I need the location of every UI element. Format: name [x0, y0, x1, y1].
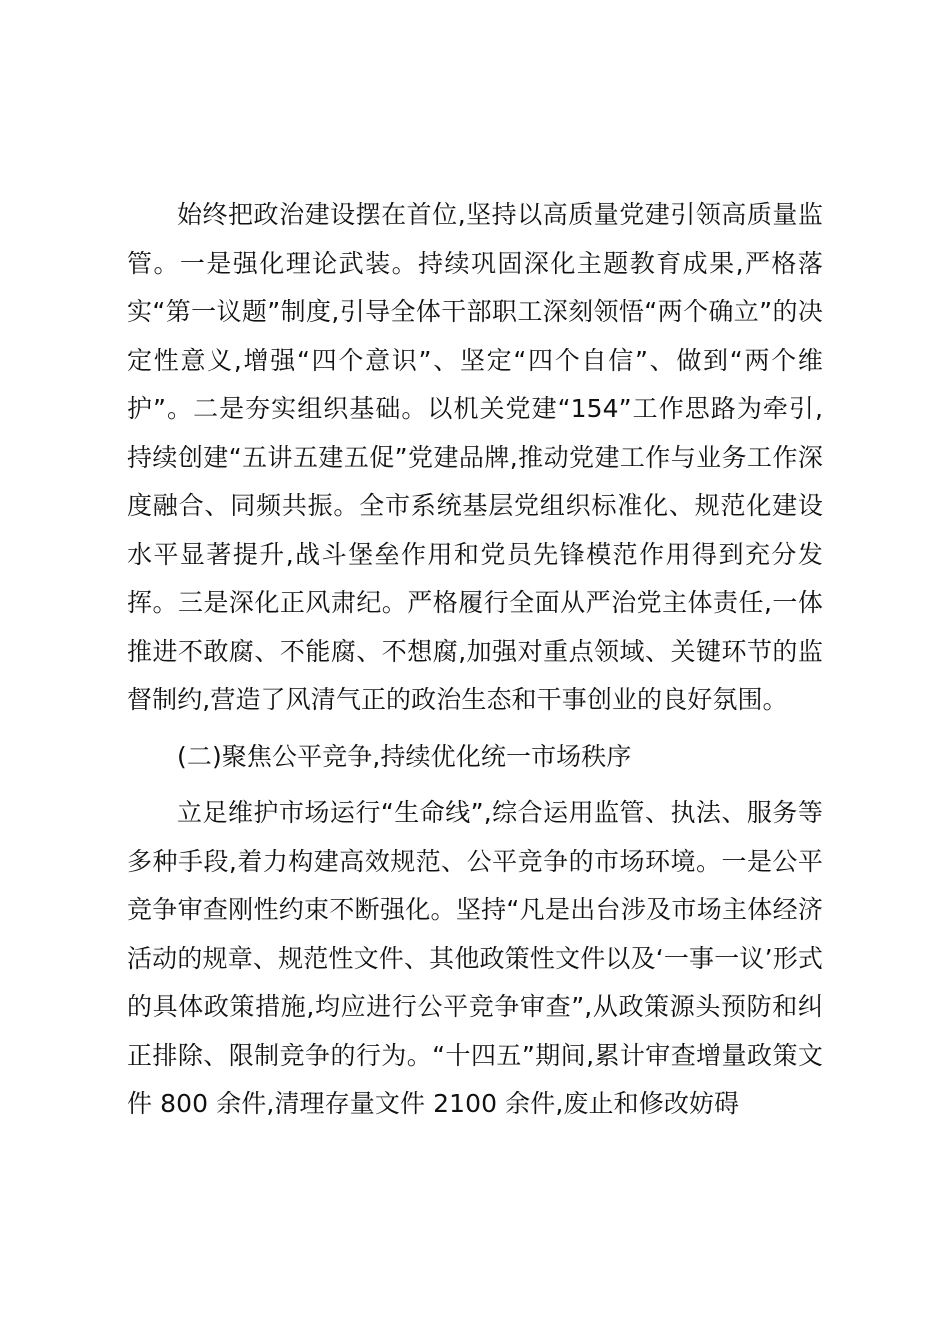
paragraph-fair-competition: 立足维护市场运行“生命线”,综合运用监管、执法、服务等多种手段,着力构建高效规范、公平竞争的市场环境。一是公平竞争审查刚性约束不断强化。坚持“凡是出台涉及市场主体经济活动的规章、规范性文件、其他政策性文件以及‘一事一议’形式的具体政策措施,均应进行公平竞争审查”,从政策源头预防和纠正排除、限制竞争的行为。“十四五”期间,累计审查增量政策文件 800 余件,清理存量文件 2100 余件,废止和修改妨碍	[127, 798, 823, 1118]
document-body	[127, 191, 823, 1129]
section-heading: (二)聚焦公平竞争,持续优化统一市场秩序	[177, 741, 632, 771]
paragraph-political-building: 始终把政治建设摆在首位,坚持以高质量党建引领高质量监管。一是强化理论武装。持续巩固深化主题教育成果,严格落实“第一议题”制度,引导全体干部职工深刻领悟“两个确立”的决定性意义,增强“四个意识”、坚定“四个自信”、做到“两个维护”。二是夯实组织基础。以机关党建“154”工作思路为牵引,持续创建“五讲五建五促”党建品牌,推动党建工作与业务工作深度融合、同频共振。全市系统基层党组织标准化、规范化建设水平显著提升,战斗堡垒作用和党员先锋模范作用得到充分发挥。三是深化正风肃纪。严格履行全面从严治党主体责任,一体推进不敢腐、不能腐、不想腐,加强对重点领域、关键环节的监督制约,营造了风清气正的政治生态和干事创业的良好氛围。	[127, 200, 823, 714]
